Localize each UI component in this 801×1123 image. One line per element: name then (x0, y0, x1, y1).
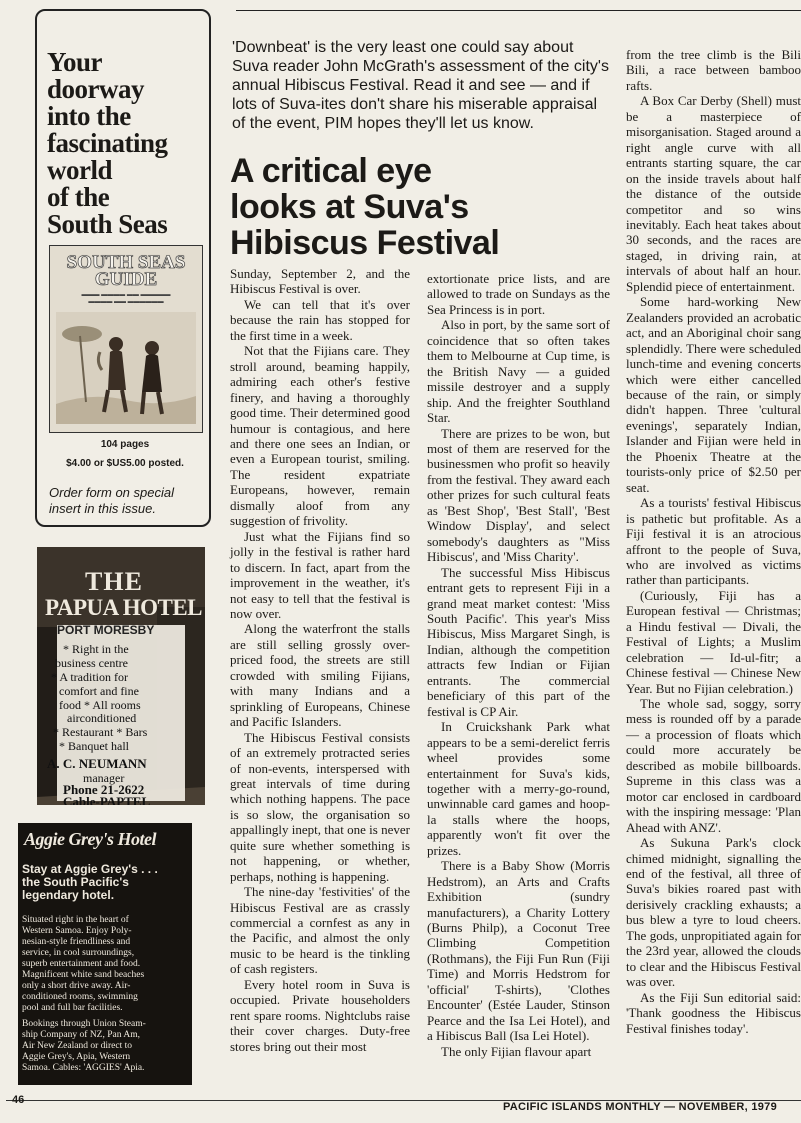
paragraph: Not that the Fijians care. They stroll around, beaming happily, admiring each other's festive finery, and having a thoroughly good time. Their determined good humour is contagious, and here and there one sees an Indian, or even a European tourist, smiling. The resident expatriate Europeans, however, remain dismally aloof from any suggestion of frivolity. (230, 343, 410, 529)
hotel-location: PORT MORESBY (57, 623, 155, 637)
paragraph: The Hibiscus Festival consists of an extremely protracted series of non-events, interspersed with great intervals of time during which nothing happens. The pace is so slow, the organisation so appallingly inept, that one is never quite sure whether something is not happening, or whether, perhaps, nothing is happening. (230, 729, 410, 884)
guide-page-count: 104 pages (100, 439, 150, 450)
paragraph: As the Fiji Sun editorial said: 'Thank goodness the Hibiscus Festival finishes today'. (626, 989, 801, 1036)
hotel-name-top: THE (85, 567, 143, 596)
paragraph: from the tree climb is the Bili Bili, a race between bamboo rafts. (626, 47, 801, 93)
paragraph: In Cruickshank Park what appears to be a semi-derelict ferris wheel provides some entertainment for Suva's kids, together with a merry-go-round, unwinnable card games and hoop-la stalls where the hoops, apparently won't fit over the prizes. (427, 719, 610, 858)
paragraph: As Sukuna Park's clock chimed midnight, signalling the end of the festival, all three of Suva's bikies roared past with derisively crackling exhausts; a bus blew a tyre to loud cheers. The gods, unpropitiated again for the 23rd year, allowed the clouds to clear and the Hibiscus Festival was over. (626, 835, 801, 990)
paragraph: We can tell that it's over because the rain has stopped for the first time in a week. (230, 296, 410, 343)
hotel-name: PAPUA HOTEL (45, 595, 203, 620)
south-seas-guide-ad (35, 9, 211, 527)
guide-ad-headline: Your doorway into the fascinating world of the South Seas (47, 47, 168, 239)
paragraph: As a tourists' festival Hibiscus is pathetic but profitable. As a Fiji festival it is an atrocious affront to the people of Suva, who are involved as victims rather than participants. (626, 495, 801, 588)
paragraph: Some hard-working New Zealanders provided an acrobatic act, and an Aboriginal choir sang splendidly. There were scheduled lunch-time and evening concerts which were either cancelled because of the rain, or simply didn't happen. Three 'cultural evenings', separately Indian, Islander and Fijian were held in the Phoenix Theatre at the tourists-only price of $2.50 per seat. (626, 294, 801, 495)
paragraph: The whole sad, soggy, sorry mess is rounded off by a parade — a procession of floats which could more accurately be described as mobile billboards. Supreme in this class was a motor car enclosed in cardboard with the inspiring message: 'Plan Ahead with ANZ'. (626, 696, 801, 835)
guide-book-cover (49, 245, 203, 433)
paragraph: extortionate price lists, and are allowed to trade on Sundays as the Sea Princess is in port. (427, 271, 610, 317)
aggie-tagline: Stay at Aggie Grey's . . . the South Pacific's legendary hotel. (22, 862, 158, 902)
book-cover-title: SOUTH SEAS GUIDE (66, 252, 186, 290)
hotel-manager-name: A. C. NEUMANN (47, 756, 147, 771)
hotel-line: business centre (55, 656, 128, 670)
page-number: 46 (12, 1094, 25, 1106)
paragraph: The nine-day 'festivities' of the Hibiscus Festival are as crassly commercial a cornfest as any in the Pacific, and almost the only music to be heard is the tinkling of cash registers. (230, 884, 410, 977)
hotel-line: airconditioned (67, 711, 137, 725)
article-column-2 (427, 271, 610, 1059)
article-column-3 (626, 47, 801, 1036)
top-rule (236, 10, 801, 11)
paragraph: Just what the Fijians find so jolly in the festival is rather hard to discern. In fact, apart from the improvement in the weather, it's not easy to tell that the festival is now over. (230, 528, 410, 621)
hotel-phone: Phone 21-2622 (63, 782, 145, 797)
guide-order-note: Order form on special insert in this issue. (49, 485, 174, 516)
aggie-greys-hotel-ad (18, 823, 192, 1085)
paragraph: The successful Miss Hibiscus entrant gets to represent Fiji in a grand meat market contest: 'Miss South Pacific'. This year's Miss Hibiscus, Miss Margaret Singh, is Indian, although the competition attracts few Indian or Fijian entrants. The commercial beneficiary of this part of the festival is CP Air. (427, 564, 610, 719)
article-standfirst: 'Downbeat' is the very least one could say about Suva reader John McGrath's assessment of the city's annual Hibiscus Festival. Read it and see — and if lots of Suva-ites don't share his miserable appraisal of the event, PIM hopes they'll let us know. (232, 39, 609, 132)
book-cover-illustration (56, 312, 196, 424)
hotel-line: food * All rooms (59, 698, 141, 712)
hotel-line: comfort and fine (59, 684, 139, 698)
paragraph: Along the waterfront the stalls are still selling grossly over-priced food, the streets are still crowded with smiling Fijians, with many Indians and a sprinkling of Europeans, Chinese and Pacific Islanders. (230, 621, 410, 730)
aggie-description: Situated right in the heart of Western Samoa. Enjoy Poly- nesian-style friendliness and service, in cool surroundings, superb entertainment and food. Magnificent white sand beaches only a short drive away. Air- conditioned rooms, swimming pool and full bar facilities. (22, 915, 145, 1013)
article-column-1 (230, 266, 410, 1054)
paragraph: A Box Car Derby (Shell) must be a masterpiece of misorganisation. Staged around a right angle curve with all entrants starting square, the car on the inside travels about half the distance of the outside competitor and so wins inevitably. Each heat takes about 30 seconds, and the races are staged, in driving rain, at intervals of about half an hour. Splendid piece of entertainment. (626, 93, 801, 294)
paragraph: (Curiously, Fiji has a European festival — Christmas; a Hindu festival — Divali, the Festival of Lights; a Muslim celebration — Id-ul-fitr; a Chinese festival — Chinese New Year. But no Fijian celebration.) (626, 587, 801, 696)
paragraph: There are prizes to be won, but most of them are reserved for the businessmen who profit so heavily from the festival. They award each other prizes for such cultural feats as 'Best Shop', 'Best Stall', 'Best Window Display', and select somebody's daughters as "Miss Hibiscus', and 'Miss Charity'. (427, 425, 610, 565)
hotel-manager-title: manager (83, 771, 125, 785)
hotel-cable: Cable-PAPTEL (63, 794, 151, 805)
guide-price: $4.00 or $US5.00 posted. (66, 458, 184, 469)
paragraph: Also in port, by the same sort of coincidence that so often takes them to Melbourne at Cup time, is the British Navy — a guided missile destroyer and a supply ship. And the freighter Southland Star. (427, 317, 610, 426)
hotel-line: * Banquet hall (59, 739, 129, 753)
paragraph: Every hotel room in Suva is occupied. Private householders rent spare rooms. Nightclubs raise their cover charges. Duty-free stores bring out their most (230, 976, 410, 1054)
paragraph: There is a Baby Show (Morris Hedstrom), an Arts and Crafts Exhibition (sundry manufacturers), a Charity Lottery (Burns Philp), a Coconut Tree Climbing Competition (Rothmans), the Fiji Fun Run (Fiji Time) and Morris Hedstrom for 'official' T-shirts), 'Clothes Encounter' (Estée Lauder, Stinson Pearce and the Isa Lei Hotel), and a Hibiscus Ball (Isa Lei Hotel). (427, 858, 610, 1044)
papua-hotel-ad (37, 547, 205, 805)
hotel-line: * Restaurant * Bars (53, 725, 148, 739)
paragraph: The only Fijian flavour apart (441, 1043, 592, 1059)
aggie-booking-info: Bookings through Union Steam- ship Company of NZ, Pan Am, Air New Zealand or direct to Aggie Grey's, Apia, Western Samoa. Cables: 'AGGIES' Apia. (22, 1019, 146, 1073)
article-headline: A critical eye looks at Suva's Hibiscus Festival (230, 152, 500, 262)
hotel-line: * A tradition for (51, 670, 128, 684)
hotel-line: * Right in the (63, 642, 129, 656)
paragraph: Sunday, September 2, and the Hibiscus Festival is over. (230, 266, 410, 297)
book-cover-fineprint: ▬▬▬ ▬▬▬▬ ▬▬ ▬▬▬▬▬ ▬▬▬▬ ▬▬ ▬▬▬▬▬▬ (81, 292, 171, 305)
running-footer: PACIFIC ISLANDS MONTHLY — NOVEMBER, 1979 (502, 1101, 777, 1113)
aggie-brand: Aggie Grey's Hotel (24, 829, 156, 849)
